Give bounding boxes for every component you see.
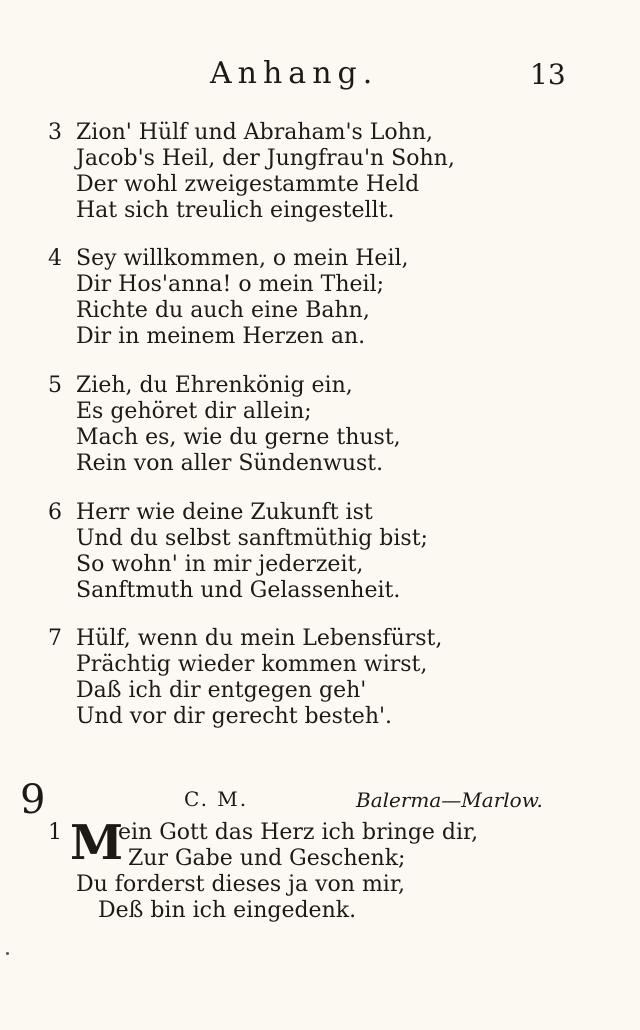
verse-line: Der wohl zweigestammte Held <box>76 172 420 197</box>
verse-line: Herr wie deine Zukunft ist <box>76 500 373 525</box>
verse-line: Dir in meinem Herzen an. <box>76 324 366 349</box>
stanza-number: 3 <box>48 120 62 145</box>
verse-line: Zieh, du Ehrenkönig ein, <box>76 373 353 398</box>
verse-line: ein Gott das Herz ich bringe dir, <box>118 820 479 845</box>
verse-line: Daß ich dir entgegen geh' <box>76 678 367 703</box>
tune-names: Balerma—Marlow. <box>356 788 543 812</box>
verse-line: Dir Hos'anna! o mein Theil; <box>76 272 385 297</box>
verse-line: Zur Gabe und Geschenk; <box>128 846 406 871</box>
verse-line: Du forderst dieses ja von mir, <box>76 872 405 897</box>
verse-line: Sey willkommen, o mein Heil, <box>76 246 409 271</box>
verse-line: Mach es, wie du gerne thust, <box>76 425 401 450</box>
meter-label: C. M. <box>184 787 249 811</box>
verse-line: Jacob's Heil, der Jungfrau'n Sohn, <box>76 146 455 171</box>
verse-line: Prächtig wieder kommen wirst, <box>76 652 428 677</box>
stanza-number: 5 <box>48 373 62 398</box>
verse-line: Richte du auch eine Bahn, <box>76 298 370 323</box>
hymn-number: 9 <box>20 777 46 823</box>
verse-line: Zion' Hülf und Abraham's Lohn, <box>76 120 433 145</box>
stanza-number: 1 <box>48 820 62 845</box>
page-number: 13 <box>530 58 566 91</box>
verse-line: Es gehöret dir allein; <box>76 399 312 424</box>
stanza-number: 4 <box>48 246 62 271</box>
print-speck <box>6 952 9 955</box>
stanza-number: 6 <box>48 500 62 525</box>
verse-line: Rein von aller Sündenwust. <box>76 451 384 476</box>
verse-line: Hat sich treulich eingestellt. <box>76 198 395 223</box>
drop-cap-initial: M <box>70 815 124 871</box>
verse-line: Und du selbst sanftmüthig bist; <box>76 526 428 551</box>
verse-line: Deß bin ich eingedenk. <box>98 898 357 923</box>
verse-line: Und vor dir gerecht besteh'. <box>76 704 393 729</box>
stanza-number: 7 <box>48 626 62 651</box>
verse-line: Hülf, wenn du mein Lebensfürst, <box>76 626 443 651</box>
running-header: Anhang. <box>210 56 379 91</box>
verse-line: Sanftmuth und Gelassenheit. <box>76 578 401 603</box>
verse-line: So wohn' in mir jederzeit, <box>76 552 364 577</box>
